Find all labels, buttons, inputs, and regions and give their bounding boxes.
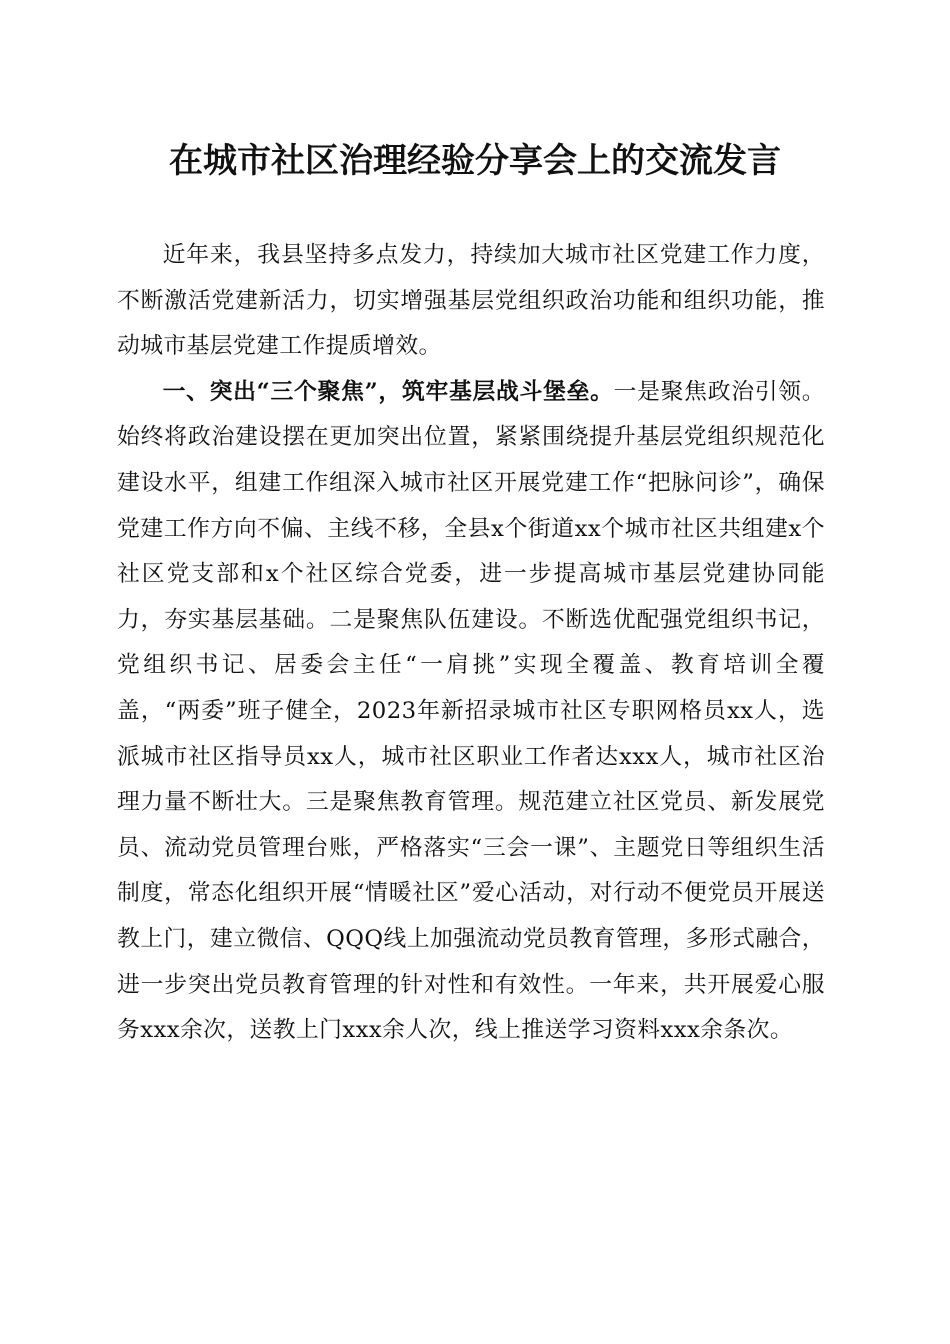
document-title: 在城市社区治理经验分享会上的交流发言 [169, 141, 781, 181]
intro-paragraph: 近年来，我县坚持多点发力，持续加大城市社区党建工作力度，不断激活党建新活力，切实增强基层党组织政治功能和组织功能，推动城市基层党建工作提质增效。 [117, 242, 825, 360]
section-1-paragraph [117, 370, 825, 1054]
document-body [117, 233, 825, 1054]
section-1-body: 一是聚焦政治引领。始终将政治建设摆在更加突出位置，紧紧围绕提升基层党组织规范化建设水平，组建工作组深入城市社区开展党建工作“把脉问诊”，确保党建工作方向不偏、主线不移，全县x个街道xx个城市社区共组建x个社区党支部和x个社区综合党委，进一步提高城市基层党建协同能力，夯实基层基础。二是聚焦队伍建设。不断选优配强党组织书记，党组织书记、居委会主任“一肩挑”实现全覆盖、教育培训全覆盖，“两委”班子健全，2023年新招录城市社区专职网格员xx人，选派城市社区指导员xx人，城市社区职业工作者达xxx人，城市社区治理力量不断壮大。三是聚焦教育管理。规范建立社区党员、新发展党员、流动党员管理台账，严格落实“三会一课”、主题党日等组织生活制度，常态化组织开展“情暖社区”爱心活动，对行动不便党员开展送教上门，建立微信、QQQ线上加强流动党员教育管理，多形式融合，进一步突出党员教育管理的针对性和有效性。一年来，共开展爱心服务xxx余次，送教上门xxx余人次，线上推送学习资料xxx余条次。 [117, 378, 825, 1044]
section-1-heading: 一、突出“三个聚焦”，筑牢基层战斗堡垒。 [162, 378, 614, 405]
